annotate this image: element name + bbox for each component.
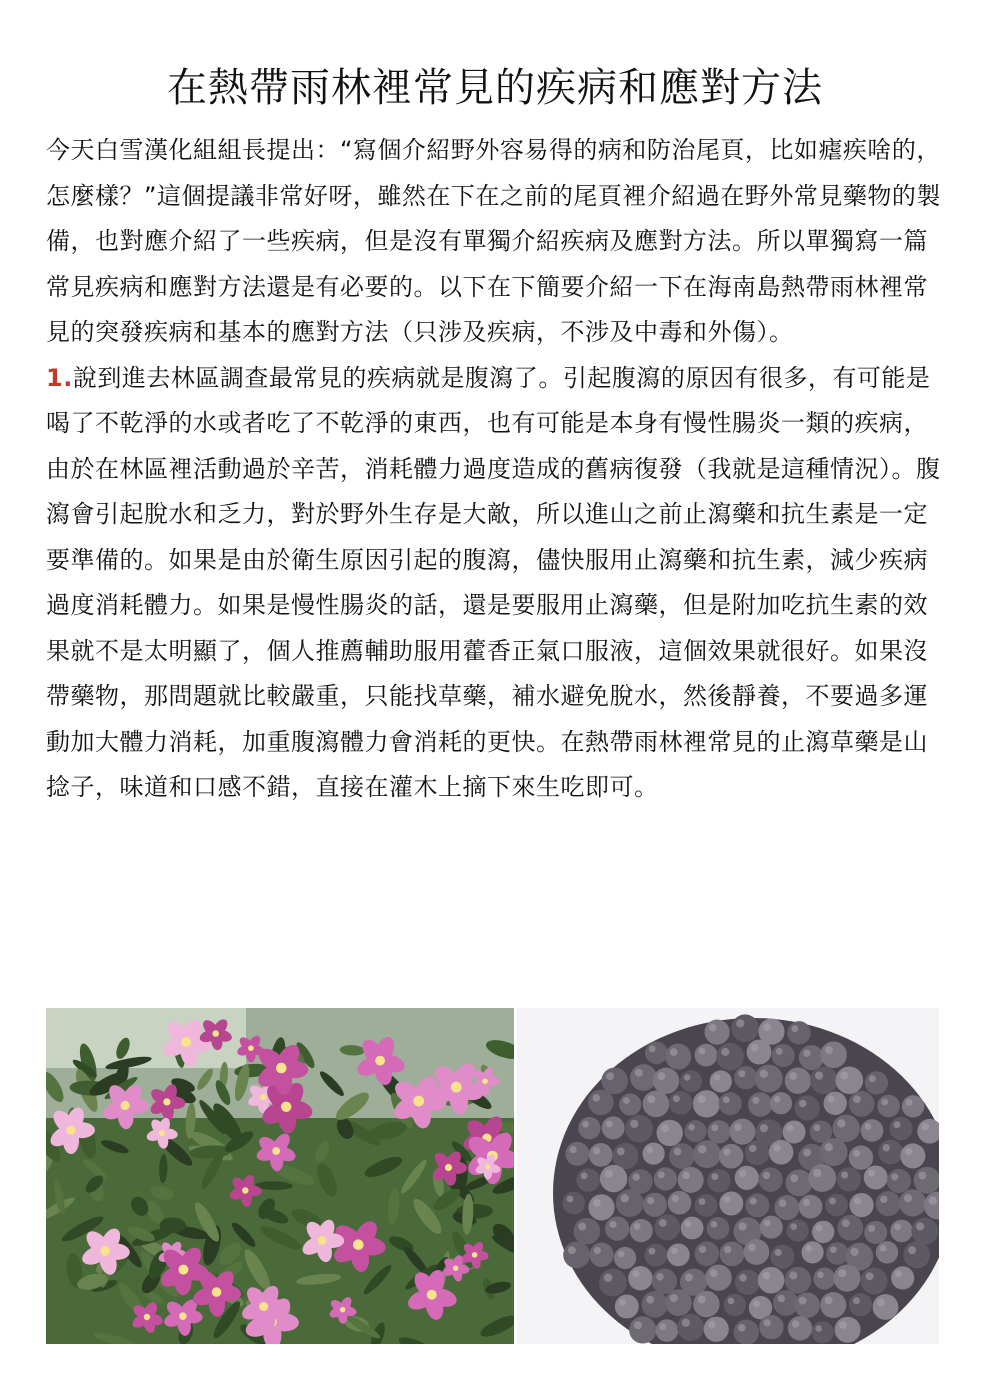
- seed: [876, 1241, 898, 1263]
- seed: [588, 1090, 614, 1116]
- seed: [681, 1217, 704, 1240]
- seed: [890, 1220, 913, 1243]
- seed: [653, 1068, 679, 1094]
- seed: [769, 1140, 794, 1165]
- seed: [669, 1091, 693, 1115]
- seed: [760, 1216, 783, 1239]
- seed: [731, 1014, 759, 1042]
- seed: [707, 1120, 730, 1143]
- photo-row: [0, 1008, 990, 1348]
- seed: [720, 1242, 745, 1267]
- section-1-text: 說到進去林區調查最常見的疾病就是腹瀉了。引起腹瀉的原因有很多，有可能是喝了不乾淨的水或者吃了不乾淨的東西，也有可能是本身有慢性腸炎一類的疾病，由於在林區裡活動過於辛苦，消耗體力過度造成的舊病復發（我就是這種情況）。腹瀉會引起脫水和乏力，對於野外生存是大敵，所以進山之前止瀉藥和抗生素是一定要準備的。如果是由於衛生原因引起的腹瀉，儘快服用止瀉藥和抗生素，減少疾病過度消耗體力。如果是慢性腸炎的話，還是要服用止瀉藥，但是附加吃抗生素的效果就不是太明顯了，個人推薦輔助服用藿香正氣口服液，這個效果就很好。如果沒帶藥物，那問題就比較嚴重，只能找草藥，補水避免脫水，然後靜養，不要過多運動加大體力消耗，加重腹瀉體力會消耗的更快。在熱帶雨林裡常見的止瀉草藥是山捻子，味道和口感不錯，直接在灌木上摘下來生吃即可。: [46, 363, 941, 801]
- seed: [861, 1268, 888, 1295]
- berry-seeds-photo: [517, 1008, 939, 1344]
- seed: [616, 1189, 644, 1217]
- seed: [900, 1143, 925, 1168]
- seed: [787, 1021, 810, 1044]
- seed: [574, 1218, 601, 1245]
- seed: [625, 1115, 653, 1143]
- seed: [657, 1120, 683, 1146]
- seed: [873, 1294, 899, 1320]
- seed: [903, 1242, 930, 1269]
- seed: [563, 1192, 586, 1215]
- seed: [643, 1091, 670, 1118]
- seed: [578, 1117, 600, 1139]
- seed: [758, 1267, 785, 1294]
- seed: [605, 1217, 629, 1241]
- seed: [747, 1040, 772, 1065]
- seed: [864, 1166, 888, 1190]
- seed: [589, 1143, 613, 1167]
- seed: [745, 1193, 769, 1217]
- seed: [849, 1091, 875, 1117]
- seed: [684, 1120, 706, 1142]
- seed: [864, 1221, 887, 1244]
- seed: [849, 1145, 873, 1169]
- seed: [759, 1315, 783, 1339]
- seed: [707, 1169, 730, 1192]
- flowering-shrub-photo: [46, 1008, 514, 1344]
- seed: [667, 1244, 690, 1267]
- seed: [652, 1269, 677, 1294]
- seed: [588, 1194, 614, 1220]
- seed: [704, 1317, 729, 1342]
- seed: [745, 1140, 770, 1165]
- seed: [795, 1095, 820, 1120]
- seed: [785, 1068, 811, 1094]
- seed: [833, 1115, 860, 1142]
- seed: [576, 1168, 600, 1192]
- seed: [825, 1194, 848, 1217]
- seed: [802, 1241, 824, 1263]
- seed: [911, 1218, 938, 1245]
- seed: [645, 1042, 668, 1065]
- seed: [787, 1219, 809, 1241]
- seed: [602, 1116, 625, 1139]
- seed: [669, 1143, 695, 1169]
- seed: [889, 1117, 912, 1140]
- seed: [695, 1194, 718, 1217]
- seed: [837, 1215, 863, 1241]
- seed: [808, 1164, 836, 1192]
- seed: [629, 1316, 656, 1343]
- seed: [643, 1143, 665, 1165]
- seed: [850, 1193, 874, 1217]
- seed: [786, 1170, 813, 1197]
- seed: [600, 1165, 627, 1192]
- seed: [665, 1289, 692, 1316]
- page-title: 在熱帶雨林裡常見的疾病和應對方法: [167, 65, 823, 111]
- seed: [783, 1121, 806, 1144]
- seed: [630, 1219, 653, 1242]
- seed: [820, 1042, 847, 1069]
- seed: [861, 1119, 884, 1142]
- seed: [849, 1293, 872, 1316]
- seed: [887, 1169, 911, 1193]
- seed: [693, 1140, 721, 1168]
- intro-paragraph: 今天白雪漢化組組長提出：“寫個介紹野外容易得的病和防治尾頁，比如瘧疾啥的，怎麼樣？”這個提議非常好呀，雖然在下在之前的尾頁裡介紹過在野外常見藥物的製備，也對應介紹了一些疾病，但是沒有單獨介紹疾病及應對方法。所以單獨寫一篇常見疾病和應對方法還是有必要的。以下在下簡要介紹一下在海南島熱帶雨林裡常見的突發疾病和基本的應對方法（只涉及疾病，不涉及中毒和外傷）。: [46, 136, 941, 346]
- seed: [826, 1242, 849, 1265]
- seed: [656, 1319, 679, 1342]
- seed: [642, 1291, 669, 1318]
- seed: [878, 1140, 903, 1165]
- seed: [735, 1166, 759, 1190]
- seed: [794, 1292, 820, 1318]
- seed: [734, 1066, 757, 1089]
- seed: [645, 1244, 668, 1267]
- seed: [695, 1044, 718, 1067]
- seed: [680, 1070, 702, 1092]
- seed: [891, 1266, 914, 1289]
- seed: [899, 1189, 926, 1216]
- seed: [799, 1045, 824, 1070]
- seed: [719, 1192, 743, 1216]
- seed: [775, 1195, 800, 1220]
- seed: [589, 1243, 613, 1267]
- seed: [813, 1268, 835, 1290]
- berry-seeds-image: [517, 1008, 939, 1344]
- seed: [785, 1267, 812, 1294]
- seed: [615, 1295, 639, 1319]
- seed: [770, 1092, 792, 1114]
- seed: [755, 1065, 783, 1093]
- seed: [729, 1119, 755, 1145]
- seed: [643, 1193, 667, 1217]
- seed: [865, 1071, 888, 1094]
- seed: [824, 1092, 847, 1115]
- seed: [812, 1321, 834, 1343]
- seed: [719, 1144, 744, 1169]
- seed: [565, 1142, 589, 1166]
- seed: [693, 1291, 719, 1317]
- seed: [563, 1242, 590, 1269]
- seed: [719, 1092, 742, 1115]
- seed: [705, 1265, 731, 1291]
- seed: [744, 1239, 770, 1265]
- seed: [758, 1168, 782, 1192]
- seed: [835, 1317, 861, 1343]
- flowering-shrub-image: [46, 1008, 514, 1344]
- seed: [820, 1292, 846, 1318]
- seed: [707, 1217, 730, 1240]
- seed: [665, 1044, 691, 1070]
- seed: [668, 1191, 692, 1215]
- seed: [772, 1044, 795, 1067]
- seed: [799, 1195, 823, 1219]
- seed: [630, 1064, 657, 1091]
- seed: [693, 1090, 720, 1117]
- seed: [770, 1245, 794, 1269]
- seed: [836, 1067, 864, 1095]
- seed: [654, 1215, 680, 1241]
- seed: [820, 1138, 848, 1166]
- seed: [735, 1270, 760, 1295]
- seed: [877, 1095, 900, 1118]
- seed: [601, 1068, 628, 1095]
- seed: [724, 1294, 746, 1316]
- seed: [614, 1247, 636, 1269]
- seed: [748, 1092, 772, 1116]
- seed: [734, 1320, 759, 1345]
- seed: [812, 1221, 834, 1243]
- seed: [902, 1095, 924, 1117]
- seed: [833, 1265, 860, 1292]
- seed: [619, 1093, 641, 1115]
- seed: [599, 1269, 627, 1297]
- seed: [837, 1167, 861, 1191]
- seed: [677, 1314, 704, 1341]
- seed: [710, 1070, 732, 1092]
- seed: [810, 1067, 838, 1095]
- seed: [876, 1191, 901, 1216]
- article-body: [46, 128, 950, 811]
- seed: [695, 1241, 720, 1266]
- seed: [705, 1020, 730, 1045]
- seed: [628, 1266, 652, 1290]
- seed: [654, 1167, 677, 1190]
- section-1-number: 1.: [46, 363, 73, 392]
- seed: [678, 1167, 704, 1193]
- section-1-paragraph: [46, 356, 950, 811]
- seed: [788, 1316, 812, 1340]
- seed: [716, 1043, 744, 1071]
